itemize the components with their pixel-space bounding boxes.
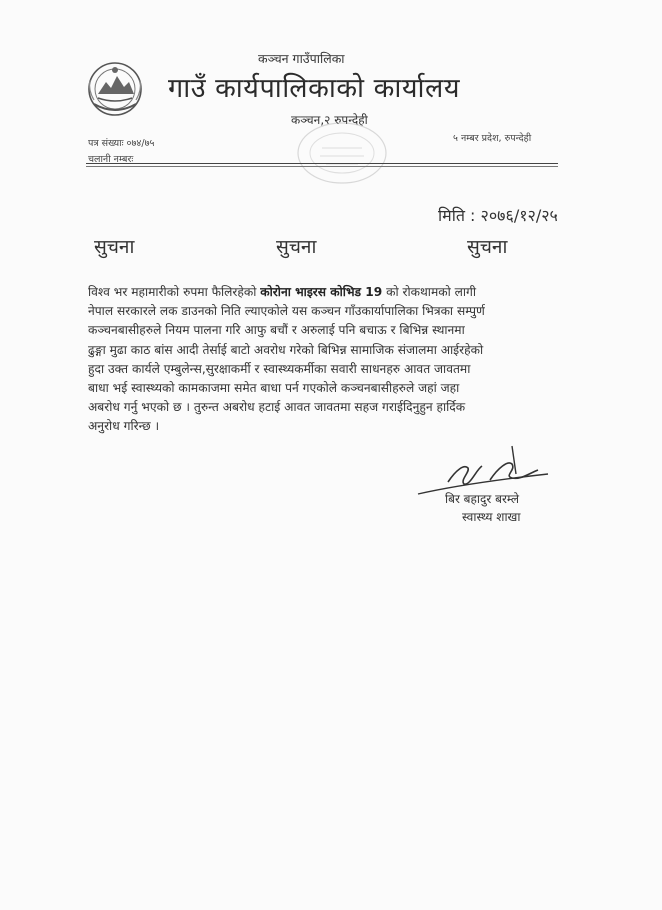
body-line-8: अनुरोध गरिन्छ । <box>88 419 160 434</box>
letter-date: मिति : २०७६/१२/२५ <box>438 206 558 225</box>
municipality-name-small: कञ्चन गाउँपालिका <box>258 51 345 66</box>
body-line-2: नेपाल सरकारले लक डाउनको निति ल्याएकोले यस कञ्चन गाँउकार्यापालिका भित्रका सम्पुर्ण <box>88 304 485 319</box>
notice-heading-2: सुचना <box>276 236 317 258</box>
header-divider <box>86 163 558 164</box>
signatory-name: बिर बहादुर बरम्ले <box>445 492 519 506</box>
notice-heading-1: सुचना <box>94 236 135 258</box>
body-line-6: बाधा भई स्वास्थ्यको कामकाजमा समेत बाधा पर्न गएकोले कञ्चनबासीहरुले जहां जहा <box>88 381 460 396</box>
office-address: कञ्चन,२ रुपन्देही <box>291 113 368 127</box>
header-divider-secondary <box>86 166 558 167</box>
reference-number: पत्र संख्याः ०७४/७५ <box>88 138 155 149</box>
notice-heading-3: सुचना <box>467 236 508 258</box>
dispatch-number: चलानी नम्बरः <box>88 154 134 165</box>
signatory-section: स्वास्थ्य शाखा <box>462 510 521 524</box>
body-line-1: विश्व भर महामारीको रुपमा फैलिरहेको कोरोना भाइरस कोभिड 19 को रोकथामको लागी <box>88 285 477 299</box>
municipality-emblem-icon <box>84 60 146 118</box>
office-seal-stamp <box>292 118 392 188</box>
body-line-5: हुदा उक्त कार्यले एम्बुलेन्स,सुरक्षाकर्मी र स्वास्थ्यकर्मीका सवारी साधनहरु आवत जावतमा <box>88 361 471 376</box>
office-title: गाउँ कार्यपालिकाको कार्यालय <box>168 73 460 104</box>
body-line-3: कञ्चनबासीहरुले नियम पालना गरि आफु बचौं र अरुलाई पनि बचाऊ र बिभिन्न स्थानमा <box>88 323 465 338</box>
body-line-7: अबरोध गर्नु भएको छ । तुरुन्त अबरोध हटाई आवत जावतमा सहज गराईदिनुहुन हार्दिक <box>88 400 466 415</box>
body-line-4: ढुङ्गा मुढा काठ बांस आदी तेर्साई बाटो अवरोध गरेको बिभिन्न सामाजिक संजालमा आईरहेको <box>88 342 484 357</box>
notice-body <box>88 283 562 437</box>
covid-highlight: कोरोना भाइरस कोभिड 19 <box>260 285 383 299</box>
province-address: ५ नम्बर प्रदेश, रुपन्देही <box>453 133 532 144</box>
